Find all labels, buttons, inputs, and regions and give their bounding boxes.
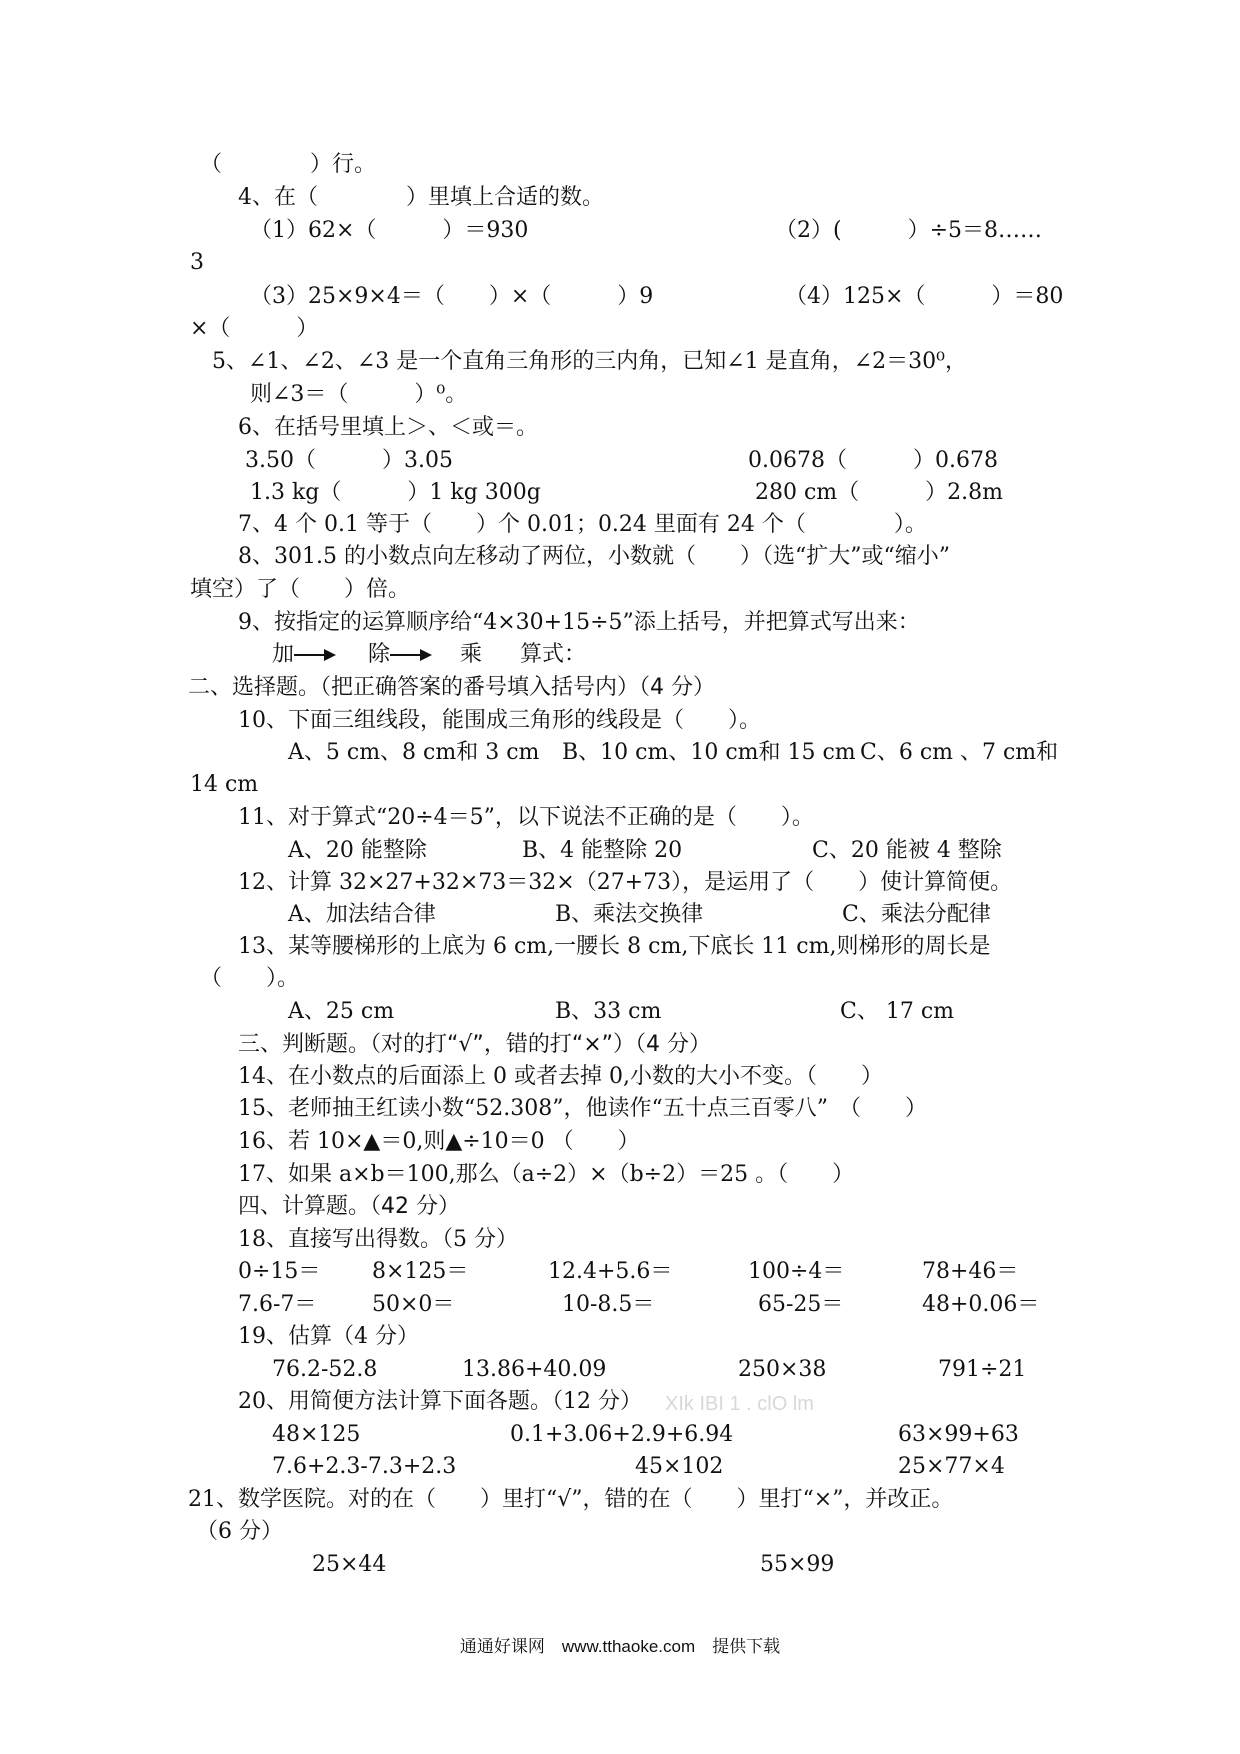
q18-item: 48+0.06＝ [922,1292,1040,1317]
q18-item: 7.6-7＝ [238,1292,317,1317]
q19-item: 13.86+40.09 [462,1357,607,1382]
q11-option-b: B、4 能整除 20 [522,838,683,863]
q21-item-b: 55×99 [760,1552,835,1577]
q4-part4: （4）125×（ ）＝80 [785,284,1064,309]
q4-part3: （3）25×9×4＝（ ）×（ ）9 [250,284,654,309]
q5-line1: 5、∠1、∠2、∠3 是一个直角三角形的三内角，已知∠1 是直角，∠2＝30⁰， [212,349,967,374]
q19-item: 76.2-52.8 [272,1357,378,1382]
q13-option-a: A、25 cm [288,999,395,1024]
q10-title: 10、下面三组线段，能围成三角形的线段是（ ）。 [238,708,761,733]
q9-line1: 9、按指定的运算顺序给“4×30+15÷5”添上括号，并把算式写出来： [238,610,920,635]
q18-item: 10-8.5＝ [562,1292,655,1317]
q6-item-c: 1.3 kg（ ）1 kg 300g [250,480,541,505]
q19-title: 19、估算（4 分） [238,1324,419,1349]
q18-item: 12.4+5.6＝ [548,1259,673,1284]
q4-part2-wrap: 3 [190,250,204,275]
q6-item-b: 0.0678（ ）0.678 [748,448,998,473]
q12-title: 12、计算 32×27+32×73＝32×（27+73），是运用了（ ）使计算简便。 [238,870,1013,895]
q8-line1: 8、301.5 的小数点向左移动了两位，小数就（ ）（选“扩大”或“缩小” [238,544,950,569]
q12-option-c: C、乘法分配律 [842,902,991,927]
q17: 17、如果 a×b＝100,那么（a÷2）×（b÷2）＝25 。（ ） [238,1162,855,1187]
q20-title: 20、用简便方法计算下面各题。（12 分） [238,1389,642,1414]
q10-option-a: A、5 cm、8 cm和 3 cm [288,740,540,765]
q3-continuation: （ ）行。 [200,152,377,177]
q20-item: 45×102 [635,1454,724,1479]
q21-score: （6 分） [196,1519,283,1544]
q7: 7、4 个 0.1 等于（ ）个 0.01；0.24 里面有 24 个（ ）。 [238,512,927,537]
q18-item: 100÷4＝ [748,1259,845,1284]
q18-item: 8×125＝ [372,1259,469,1284]
q11-title: 11、对于算式“20÷4＝5”，以下说法不正确的是（ ）。 [238,805,814,830]
q10-option-c: C、6 cm 、7 cm和 [860,740,1059,765]
q21-title: 21、数学医院。对的在（ ）里打“√”，错的在（ ）里打“×”，并改正。 [188,1487,954,1512]
q18-item: 65-25＝ [758,1292,844,1317]
q21-item-a: 25×44 [312,1552,387,1577]
q5-line2: 则∠3＝（ ）⁰。 [250,382,468,407]
q10-option-c-wrap: 14 cm [190,772,259,797]
q13-title-wrap: （ ）。 [200,966,300,991]
q18-item: 78+46＝ [922,1259,1019,1284]
q13-title: 13、某等腰梯形的上底为 6 cm,一腰长 8 cm,下底长 11 cm,则梯形的周长是 [238,934,991,959]
q9-op-add: 加 [272,642,295,667]
section-3-heading: 三、判断题。（对的打“√”，错的打“×”）（4 分） [238,1032,712,1057]
q6-item-d: 280 cm（ ）2.8m [755,480,1004,505]
q9-order-row [272,640,586,670]
arrow-right-icon [294,648,336,662]
q4-part4-wrap: ×（ ） [190,316,319,341]
q19-item: 250×38 [738,1357,827,1382]
q14: 14、在小数点的后面添上 0 或者去掉 0,小数的大小不变。（ ） [238,1064,883,1089]
q15: 15、老师抽王红读小数“52.308”，他读作“五十点三百零八” （ ） [238,1096,927,1121]
q6-title: 6、在括号里填上＞、＜或＝。 [238,415,538,440]
section-4-heading: 四、计算题。（42 分） [238,1194,460,1219]
q9-formula-label: 算式： [520,642,587,667]
q8-line2: 填空）了（ ）倍。 [190,577,411,602]
arrow-right-icon [390,648,432,662]
q20-item: 63×99+63 [898,1422,1019,1447]
q20-item: 48×125 [272,1422,361,1447]
q12-option-b: B、乘法交换律 [555,902,704,927]
page-footer: 通通好课网 www.tthaoke.com 提供下载 [459,1637,781,1656]
q12-option-a: A、加法结合律 [288,902,436,927]
q20-item: 7.6+2.3-7.3+2.3 [272,1454,457,1479]
q18-item: 50×0＝ [372,1292,455,1317]
q20-item: 0.1+3.06+2.9+6.94 [510,1422,734,1447]
q6-item-a: 3.50（ ）3.05 [245,448,453,473]
q4-part2: （2）( ）÷5＝8…… [775,218,1043,243]
watermark-text: XIk IBI 1 . clO lm [665,1393,814,1415]
q9-op-divide: 除 [368,642,391,667]
q16: 16、若 10×▲＝0,则▲÷10＝0 （ ） [238,1129,640,1154]
q4-title: 4、在（ ）里填上合适的数。 [238,185,604,210]
q19-item: 791÷21 [938,1357,1027,1382]
q4-part1: （1）62×（ ）＝930 [250,218,529,243]
section-2-heading: 二、选择题。（把正确答案的番号填入括号内）（4 分） [188,675,715,700]
q11-option-a: A、20 能整除 [288,838,427,863]
q18-item: 0÷15＝ [238,1259,321,1284]
q10-option-b: B、10 cm、10 cm和 15 cm [562,740,856,765]
q20-item: 25×77×4 [898,1454,1005,1479]
q9-op-multiply: 乘 [460,642,483,667]
q11-option-c: C、20 能被 4 整除 [812,838,1002,863]
q13-option-b: B、33 cm [555,999,662,1024]
q18-title: 18、直接写出得数。（5 分） [238,1227,518,1252]
q13-option-c: C、 17 cm [840,999,954,1024]
